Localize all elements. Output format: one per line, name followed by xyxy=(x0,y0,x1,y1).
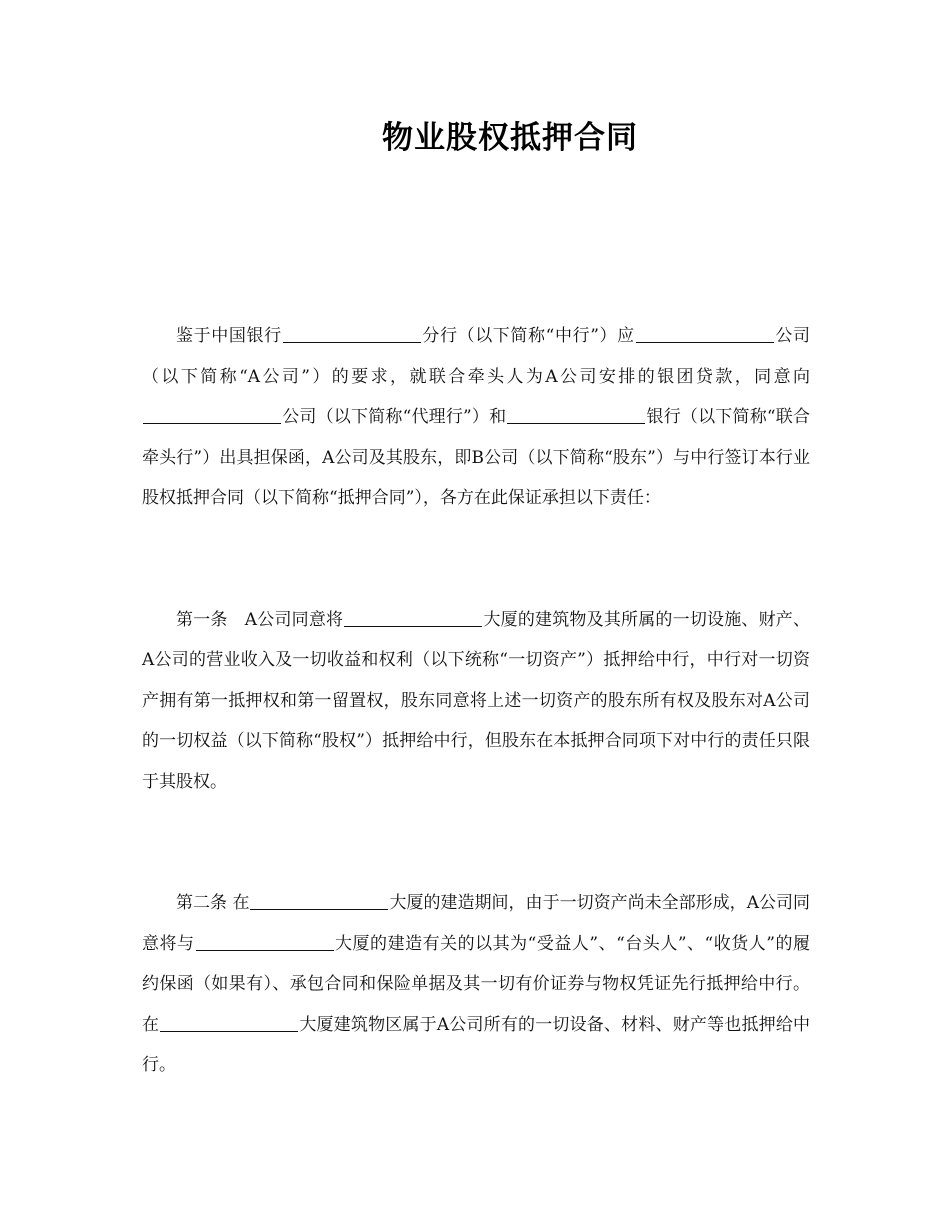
fill-in-blank xyxy=(283,341,421,343)
fill-in-blank xyxy=(250,908,388,910)
text-segment: 分行（以下简称“中行”）应 xyxy=(421,326,635,346)
text-segment: 银行（以下简称“联合牵头行”）出具担保函，A公司及其股东，即B公司（以下简称“股东”）与中行签订本行业股权抵押合同（以下简称“抵押合同”），各方在此保证承担以下责任： xyxy=(142,407,810,508)
article-1-paragraph xyxy=(142,600,810,803)
text-segment: 公司（以下简称“A公司”）的要求，就联合牵头人为A公司安排的银团贷款，同意向 xyxy=(142,326,811,387)
fill-in-blank xyxy=(344,625,482,627)
fill-in-blank xyxy=(143,422,281,424)
preamble-paragraph xyxy=(142,316,810,519)
text-segment: 鉴于中国银行 xyxy=(176,326,282,346)
text-segment: 大厦建筑物区属于A公司所有的一切设备、材料、财产等也抵押给中行。 xyxy=(142,1014,810,1075)
text-segment: 第二条 在 xyxy=(176,893,250,913)
fill-in-blank xyxy=(636,341,774,343)
article-2-paragraph xyxy=(142,883,810,1086)
text-segment: 大厦的建造有关的以其为“受益人”、“台头人”、“收货人”的履约保函（如果有）、承包合同和保险单据及其一切有价证券与物权凭证先行抵押给中行。在 xyxy=(142,933,810,1035)
text-segment: 大厦的建筑物及其所属的一切设施、财产、A公司的营业收入及一切收益和权利（以下统称“一切资产”）抵押给中行，中行对一切资产拥有第一抵押权和第一留置权，股东同意将上述一切资产的股东所有权及股东对A公司的一切权益（以下简称“股权”）抵押给中行，但股东在本抵押合同项下对中行的责任只限于其股权。 xyxy=(142,609,810,792)
fill-in-blank xyxy=(160,1030,298,1032)
text-segment: 公司（以下简称“代理行”）和 xyxy=(282,407,507,427)
text-segment: 大厦的建造期间，由于一切资产尚未全部形成，A公司同意将与 xyxy=(142,893,811,954)
text-segment: 第一条 A公司同意将 xyxy=(176,609,344,630)
fill-in-blank xyxy=(507,422,645,424)
fill-in-blank xyxy=(196,949,334,951)
contract-body xyxy=(142,316,810,1086)
document-title: 物业股权抵押合同 xyxy=(382,120,638,156)
